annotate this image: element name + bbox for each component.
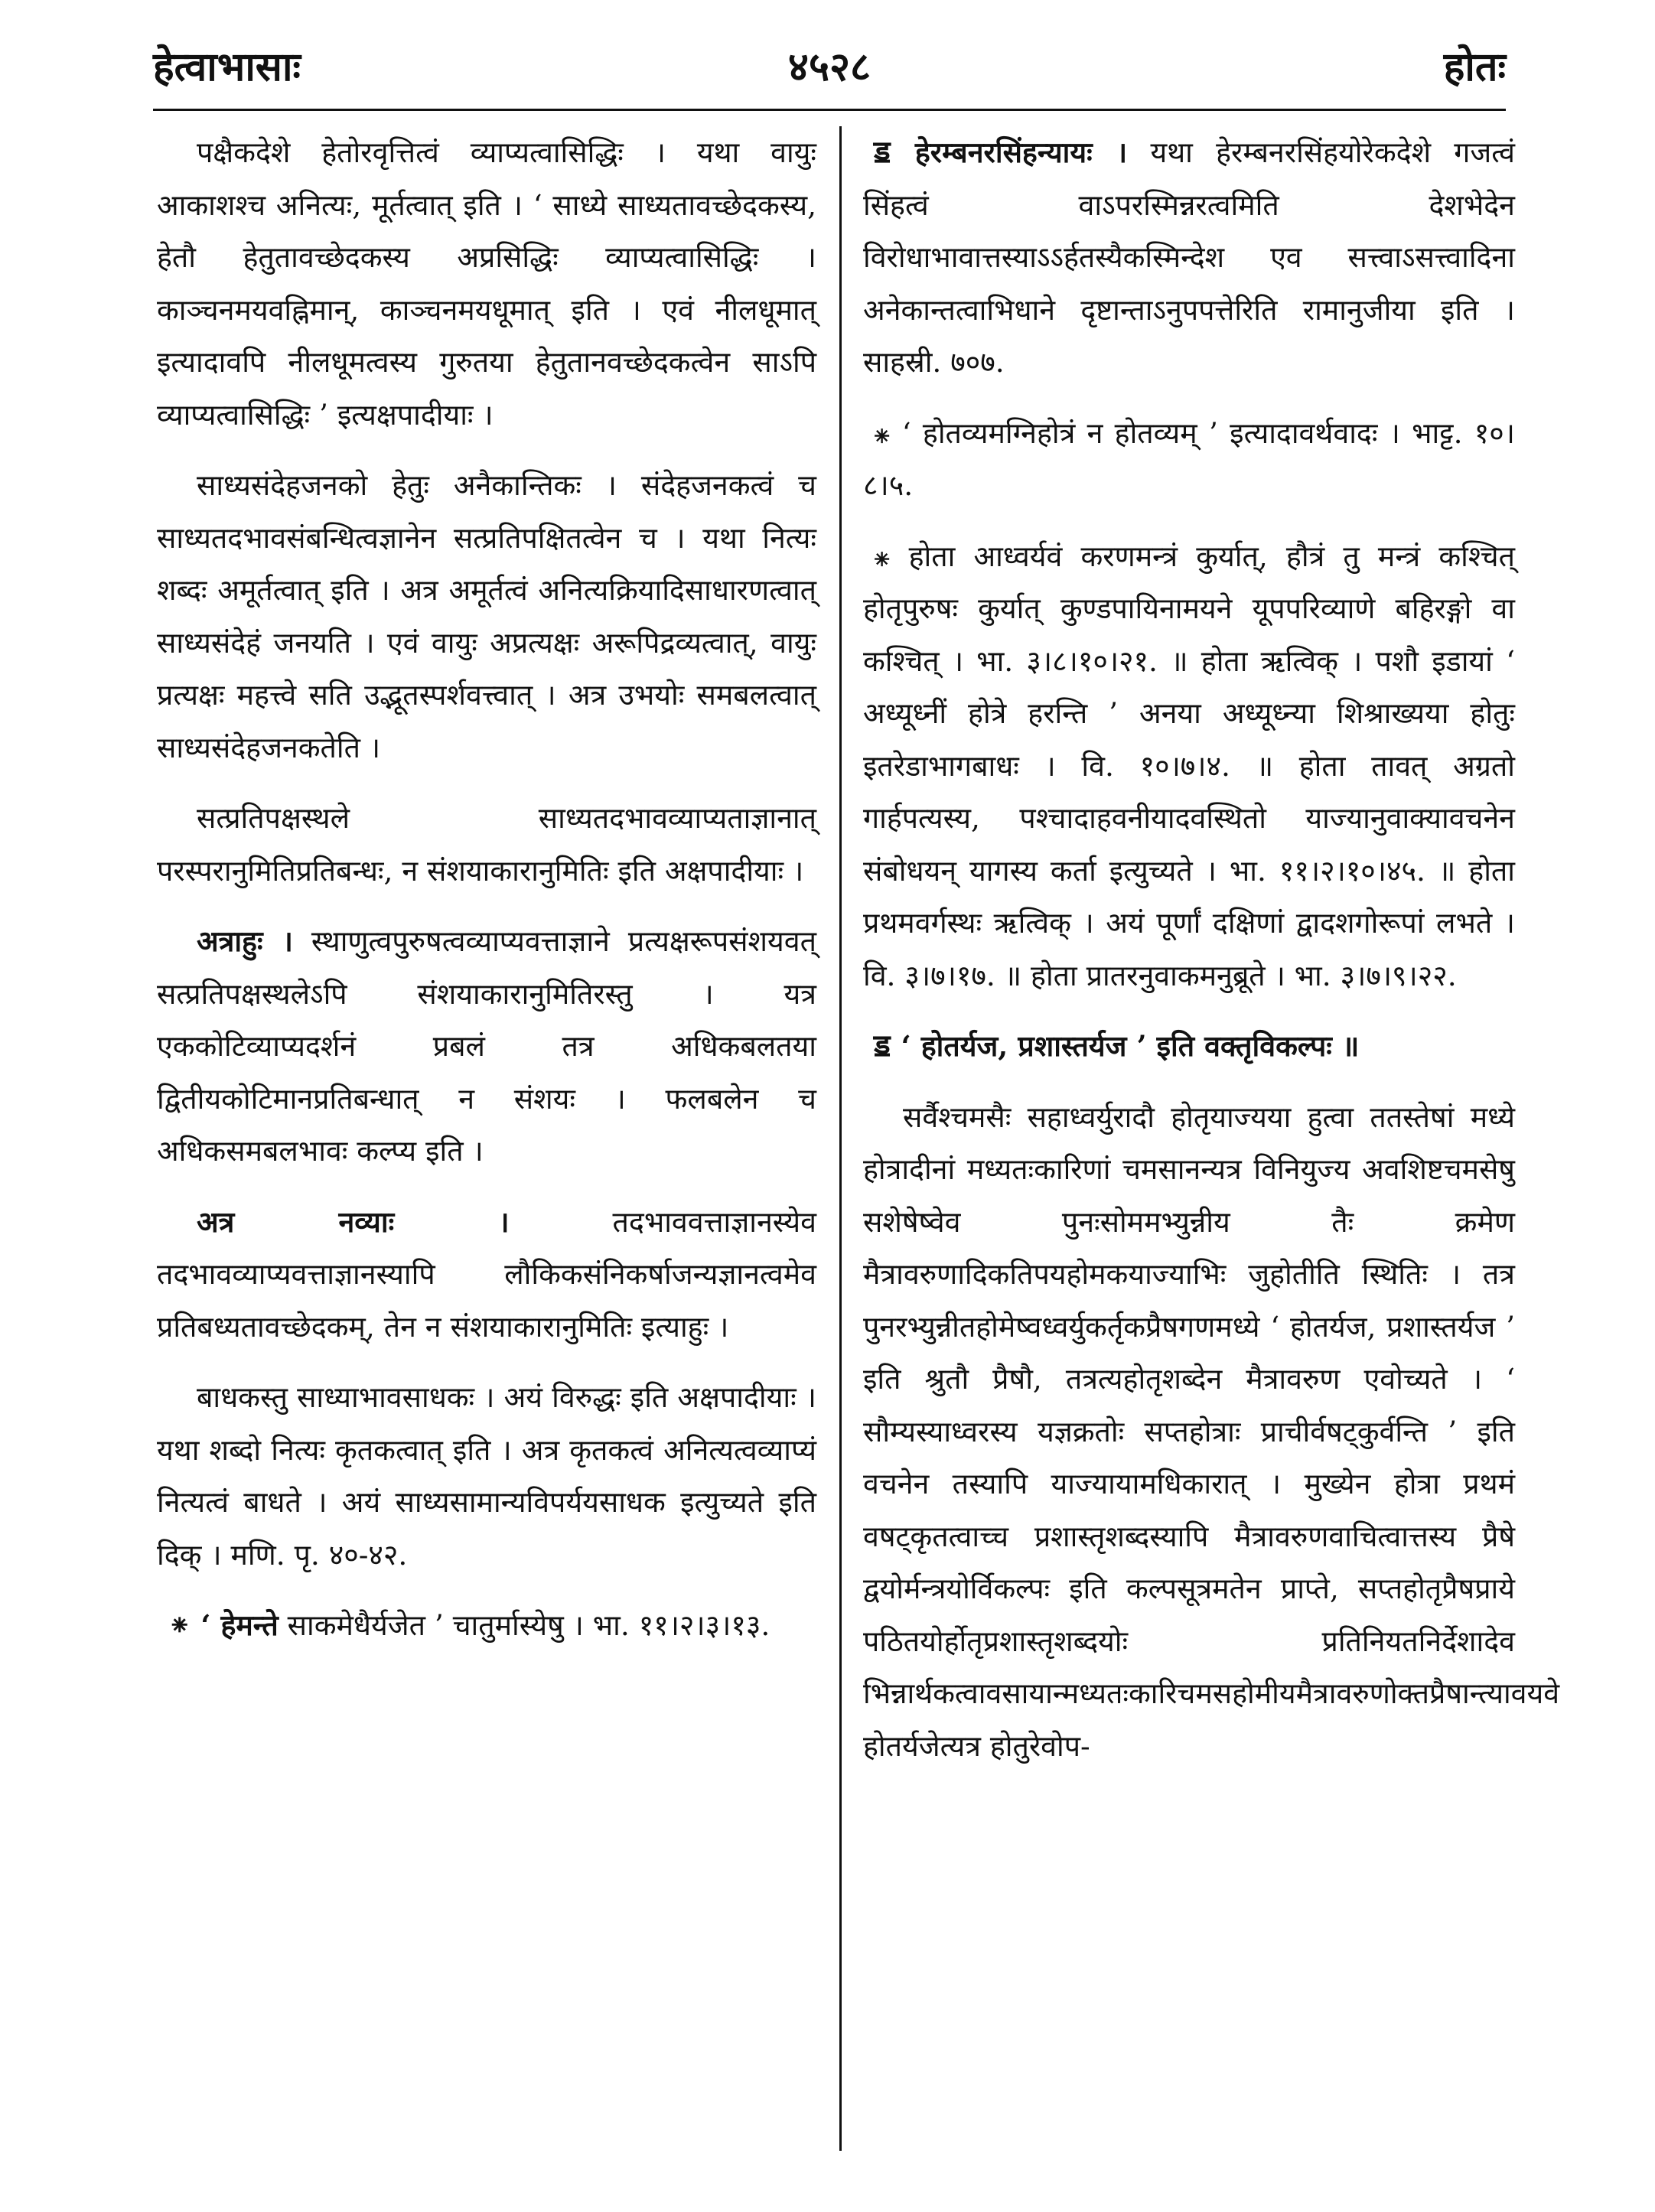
- starred-entry: [863, 530, 1515, 1002]
- paragraph: [157, 1371, 816, 1581]
- running-head: [153, 31, 1506, 99]
- paragraph-text: बाधकस्तु साध्याभावसाधकः । अयं विरुद्धः इति अक्षपादीयाः । यथा शब्दो नित्यः कृतकत्वात् इति । अत्र कृतकत्वं अनित्यत्वव्याप्यं नित्यत्वं बाधते । अयं साध्यसामान्यविपर्ययसाधक इत्युच्यते इति दिक् । मणि. पृ. ४०-४२.: [157, 1380, 816, 1572]
- entry-headword: ‘ होतर्यज, प्रशास्तर्यज ’ इति वक्तृविकल्पः ॥: [901, 1029, 1360, 1063]
- paragraph-text: सर्वैश्चमसैः सहाध्वर्युरादौ होतृयाज्यया हुत्वा ततस्तेषां मध्ये होत्रादीनां मध्यतःकारिणां चमसानन्यत्र विनियुज्य अवशिष्टचमसेषु सशेषेष्वेव पुनःसोममभ्युन्नीय तैः क्रमेण मैत्रावरुणादिकतिपयहोमकयाज्याभिः जुहोतीति स्थितिः । तत्र पुनरभ्युन्नीतहोमेष्वध्वर्युकर्तृकप्रैषगणमध्ये ‘ होतर्यज, प्रशास्तर्यज ’ इति श्रुतौ प्रैषौ, तत्रत्यहोतृशब्देन मैत्रावरुण एवोच्यते । ‘ सौम्यस्याध्वरस्य यज्ञक्रतोः सप्तहोत्राः प्राचीर्वषट्कुर्वन्ति ’ इति वचनेन तस्यापि याज्यायामधिकारात् । मुख्येन होत्रा प्रथमं वषट्कृतत्वाच्च प्रशास्तृशब्दस्यापि मैत्रावरुणवाचित्वात्तस्य प्रैषे द्वयोर्मन्त्रयोर्विकल्पः इति कल्पसूत्रमतेन प्राप्ते, सप्तहोतृप्रैषप्राये पठितयोर्होतृप्रशास्तृशब्दयोः प्रतिनियतनिर्देशादेव भिन्नार्थकत्वावसायान्मध्यतःकारिचमसहोमीयमैत्रावरुणोक्तप्रैषान्त्यावयवे होतर्यजेत्यत्र होतुरेवोप-: [863, 1099, 1560, 1763]
- paragraph-text: स्थाणुत्वपुरुषत्वव्याप्यवत्ताज्ञाने प्रत्यक्षरूपसंशयवत् सत्प्रतिपक्षस्थलेऽपि संशयाकारानुमितिरस्तु । यत्र एककोटिव्याप्यदर्शनं प्रबलं तत्र अधिकबलतया द्वितीयकोटिमानप्रतिबन्धात् न संशयः । फलबलेन च अधिकसमबलभावः कल्प्य इति ।: [157, 924, 816, 1168]
- paragraph-text: पक्षैकदेशे हेतोरवृत्तित्वं व्याप्यत्वासिद्धिः । यथा वायुः आकाशश्च अनित्यः, मूर्तत्वात् इति । ‘ साध्ये साध्यतावच्छेदकस्य, हेतौ हेतुतावच्छेदकस्य अप्रसिद्धिः व्याप्यत्वासिद्धिः । काञ्चनमयवह्निमान्, काञ्चनमयधूमात् इति । एवं नीलधूमात् इत्यादावपि नीलधूमत्वस्य गुरुतया हेतुतानवच्छेदकत्वेन साऽपि व्याप्यत्वासिद्धिः ’ इत्यक्षपादीयाः ।: [157, 135, 816, 432]
- column-divider: [839, 126, 842, 2151]
- entry-text: ‘ होतव्यमग्निहोत्रं न होतव्यम् ’ इत्यादावर्थवादः । भाट्ट. १०।८।५.: [863, 415, 1515, 502]
- asterisk-icon: ⁕: [874, 415, 902, 450]
- starred-entry: [863, 407, 1515, 512]
- header-first-word: हेत्वाभासाः: [153, 44, 301, 90]
- maxim-entry: [863, 126, 1515, 389]
- paragraph-text: साध्यसंदेहजनको हेतुः अनैकान्तिकः । संदेहजनकत्वं च साध्यतदभावसंबन्धित्वज्ञानेन सत्प्रतिपक्षितत्वेन च । यथा नित्यः शब्दः अमूर्तत्वात् इति । अत्र अमूर्तत्वं अनित्यक्रियादिसाधारणत्वात् साध्यसंदेहं जनयति । एवं वायुः अप्रत्यक्षः अरूपिद्रव्यत्वात्, वायुः प्रत्यक्षः महत्त्वे सति उद्भूतस्पर्शवत्त्वात् । अत्र उभयोः समबलत्वात् साध्यसंदेहजनकतेति ।: [157, 468, 816, 764]
- maxim-mark-icon: ॾ: [874, 1028, 901, 1064]
- header-last-word: होतः: [1443, 44, 1506, 90]
- paragraph: [157, 459, 816, 774]
- paragraph-lead: अत्राहुः ।: [197, 924, 293, 958]
- maxim-entry: [863, 1020, 1515, 1073]
- header-rule: [153, 109, 1506, 111]
- entry-text: साकमेधैर्यजेत ’ चातुर्मास्येषु । भा. ११।२।३।१३.: [278, 1608, 770, 1642]
- entry-headword: ‘ हेमन्ते: [200, 1608, 279, 1642]
- paragraph-lead: अत्र नव्याः ।: [197, 1204, 510, 1239]
- paragraph: [863, 1091, 1560, 1773]
- maxim-mark-icon: ॾ: [874, 134, 915, 170]
- paragraph: [157, 1196, 816, 1354]
- paragraph: [157, 792, 816, 897]
- entry-headword: हेरम्बनरसिंहन्यायः ।: [914, 135, 1128, 169]
- left-column: [157, 126, 816, 1670]
- paragraph: [157, 915, 816, 1178]
- paragraph-text: तदभाववत्ताज्ञानस्येव तदभावव्याप्यवत्ताज्ञानस्यापि लौकिकसंनिकर्षाजन्यज्ञानत्वमेव प्रतिबध्यतावच्छेदकम्, तेन न संशयाकारानुमितिः इत्याहुः ।: [157, 1204, 816, 1344]
- paragraph: [157, 126, 816, 441]
- paragraph-text: सत्प्रतिपक्षस्थले साध्यतदभावव्याप्यताज्ञानात् परस्परानुमितिप्रतिबन्धः, न संशयाकारानुमितिः इति अक्षपादीयाः ।: [157, 801, 816, 888]
- entry-text: यथा हेरम्बनरसिंहयोरेकदेशे गजत्वं सिंहत्वं वाऽपरस्मिन्नरत्वमिति देशभेदेन विरोधाभावात्तस्याऽऽर्हतस्यैकस्मिन्देश एव सत्त्वाऽसत्त्वादिना अनेकान्तत्वाभिधाने दृष्टान्ताऽनुपपत्तेरिति रामानुजीया इति । साहस्री. ७०७.: [863, 135, 1516, 379]
- asterisk-icon: ⁕: [168, 1608, 201, 1642]
- page-number: ४५२८: [787, 44, 871, 90]
- asterisk-icon: ⁕: [874, 539, 909, 573]
- right-column: [863, 126, 1560, 1790]
- starred-entry: [157, 1599, 816, 1652]
- entry-text: होता आध्वर्यवं करणमन्त्रं कुर्यात्, हौत्रं तु मन्त्रं कश्चित् होतृपुरुषः कुर्यात् कुण्डपायिनामयने यूपपरिव्याणे बहिरङ्गो वा कश्चित् । भा. ३।८।१०।२१. ॥ होता ऋत्विक् । पशौ इडायां ‘ अध्यूध्नीं होत्रे हरन्ति ’ अनया अध्यूध्न्या शिश्राख्यया होतुः इतरेडाभागबाधः । वि. १०।७।४. ॥ होता तावत् अग्रतो गार्हपत्यस्य, पश्चादाहवनीयादवस्थितो याज्यानुवाक्यावचनेन संबोधयन् यागस्य कर्ता इत्युच्यते । भा. ११।२।१०।४५. ॥ होता प्रथमवर्गस्थः ऋत्विक् । अयं पूर्णां दक्षिणां द्वादशगोरूपां लभते । वि. ३।७।१७. ॥ होता प्रातरनुवाकमनुब्रूते । भा. ३।७।९।२२.: [863, 539, 1515, 992]
